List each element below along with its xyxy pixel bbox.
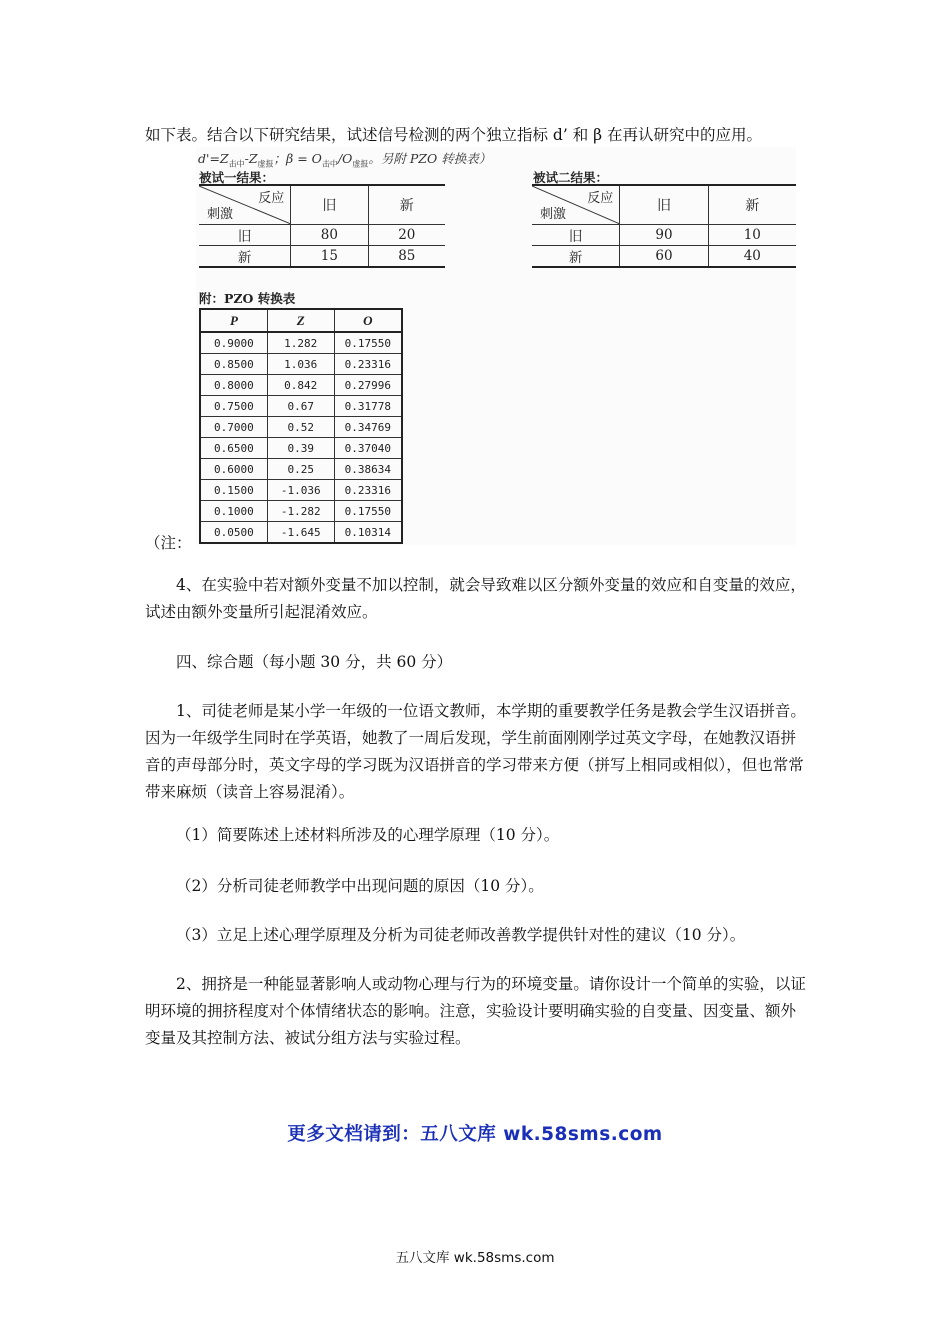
- intro-text: 如下表。结合以下研究结果，试述信号检测的两个独立指标 d’ 和 β 在再认研究中的应用。: [145, 126, 763, 144]
- sub-question-1: [145, 822, 810, 849]
- table-row: [200, 332, 402, 354]
- row-label: 旧: [532, 225, 620, 246]
- table-cell: 0.27996: [334, 375, 402, 396]
- table-row: [200, 522, 402, 544]
- subject1-results-table: [199, 184, 445, 268]
- sub-question-1-text: （1）简要陈述上述材料所涉及的心理学原理（10 分）。: [176, 826, 560, 844]
- comprehensive-question-1: [145, 698, 810, 806]
- column-header: 新: [399, 198, 414, 214]
- stimulus-label: 刺激: [207, 207, 234, 222]
- table-cell: 0.23316: [334, 354, 402, 375]
- sub-question-3: [145, 922, 810, 949]
- table2-caption: 被试二结果：: [533, 170, 609, 185]
- question-2-text: 2、拥挤是一种能显著影响人或动物心理与行为的环境变量。请你设计一个简单的实验，以证明环境的拥挤程度对个体情绪状态的影响。注意，实验设计要明确实验的自变量、因变量、额外变量及其控制方法、被试分组方法与实验过程。: [145, 975, 806, 1047]
- table-cell: 0.67: [267, 396, 334, 417]
- table-cell: 0.10314: [334, 522, 402, 544]
- table1-caption: 被试一结果：: [199, 170, 275, 185]
- table-cell: 85: [398, 248, 416, 264]
- question-4-text: 4、在实验中若对额外变量不加以控制，就会导致难以区分额外变量的效应和自变量的效应，试述由额外变量所引起混淆效应。: [145, 576, 806, 621]
- table-header-row: [199, 185, 445, 225]
- table-cell: -1.036: [267, 480, 334, 501]
- table-cell: 0.8500: [200, 354, 267, 375]
- column-header: P: [200, 309, 267, 332]
- table-cell: 0.17550: [334, 501, 402, 522]
- table-cell: 0.1000: [200, 501, 267, 522]
- table-row: [200, 396, 402, 417]
- table-row: [200, 375, 402, 396]
- section-heading: [145, 649, 810, 676]
- response-label: 反应: [587, 191, 614, 206]
- table-cell: 80: [291, 225, 368, 246]
- table-row: [200, 417, 402, 438]
- table-cell: 0.37040: [334, 438, 402, 459]
- table-cell: 0.31778: [334, 396, 402, 417]
- note-label: （注：: [145, 534, 192, 552]
- stimulus-label: 刺激: [540, 207, 567, 222]
- column-header: 旧: [620, 185, 708, 225]
- column-header: O: [334, 309, 402, 332]
- table-cell: 40: [743, 248, 761, 264]
- question-4: [145, 572, 810, 626]
- column-header: 新: [745, 198, 760, 214]
- pzo-conversion-table: [199, 308, 403, 544]
- table-row: [200, 459, 402, 480]
- table-row: [200, 480, 402, 501]
- sub-question-2: [145, 873, 810, 900]
- table-cell: 60: [620, 246, 708, 268]
- table-cell: 1.036: [267, 354, 334, 375]
- table-cell: -1.282: [267, 501, 334, 522]
- promo-link[interactable]: 更多文档请到：五八文库 wk.58sms.com: [287, 1124, 663, 1145]
- table-row: [532, 225, 796, 246]
- table-cell: 20: [398, 227, 416, 243]
- table-row: [199, 225, 445, 246]
- sub-question-2-text: （2）分析司徒老师教学中出现问题的原因（10 分）。: [176, 877, 544, 895]
- table-cell: 0.17550: [334, 332, 402, 354]
- column-header: 旧: [291, 185, 368, 225]
- table-header-row: [200, 309, 402, 332]
- table-cell: 1.282: [267, 332, 334, 354]
- table-cell: 15: [291, 246, 368, 268]
- formula-line: $d'=Z_{击中}-Z_{虚报}$；$\beta = O_{击中}/O_{虚报}$。另附 PZO 转换表）: [198, 151, 492, 169]
- table-cell: 0.8000: [200, 375, 267, 396]
- section-heading-text: 四、综合题（每小题 30 分，共 60 分）: [176, 653, 453, 671]
- table-cell: 10: [743, 227, 761, 243]
- comprehensive-question-2: [145, 971, 810, 1052]
- table-cell: 90: [620, 225, 708, 246]
- diagonal-header-cell: [532, 185, 620, 225]
- table-cell: 0.7000: [200, 417, 267, 438]
- table-row: [200, 354, 402, 375]
- table-cell: 0.38634: [334, 459, 402, 480]
- column-header: Z: [267, 309, 334, 332]
- table-cell: 0.842: [267, 375, 334, 396]
- table-cell: 0.25: [267, 459, 334, 480]
- table-cell: 0.6500: [200, 438, 267, 459]
- pzo-caption: 附：PZO 转换表: [199, 291, 296, 306]
- table-cell: 0.6000: [200, 459, 267, 480]
- row-label: 新: [199, 246, 291, 268]
- subject2-results-table: [532, 184, 796, 268]
- table-cell: 0.52: [267, 417, 334, 438]
- question-1-text: 1、司徒老师是某小学一年级的一位语文教师，本学期的重要教学任务是教会学生汉语拼音。因为一年级学生同时在学英语，她教了一周后发现，学生前面刚刚学过英文字母，在她教汉语拼音的声母部分时，英文字母的学习既为汉语拼音的学习带来方便（拼写上相同或相似），但也常常带来麻烦（读音上容易混淆）。: [145, 702, 806, 801]
- row-label: 旧: [199, 225, 291, 246]
- diagonal-header-cell: [199, 185, 291, 225]
- sub-question-3-text: （3）立足上述心理学原理及分析为司徒老师改善教学提供针对性的建议（10 分）。: [176, 926, 746, 944]
- table-cell: 0.0500: [200, 522, 267, 544]
- table-cell: 0.39: [267, 438, 334, 459]
- table-row: [199, 246, 445, 268]
- response-label: 反应: [258, 191, 285, 206]
- page-footer: 五八文库 wk.58sms.com: [395, 1250, 555, 1266]
- table-cell: -1.645: [267, 522, 334, 544]
- table-header-row: [532, 185, 796, 225]
- table-cell: 0.1500: [200, 480, 267, 501]
- table-cell: 0.34769: [334, 417, 402, 438]
- table-row: [532, 246, 796, 268]
- row-label: 新: [532, 246, 620, 268]
- table-row: [200, 438, 402, 459]
- table-cell: 0.7500: [200, 396, 267, 417]
- table-cell: 0.23316: [334, 480, 402, 501]
- table-cell: 0.9000: [200, 332, 267, 354]
- table-row: [200, 501, 402, 522]
